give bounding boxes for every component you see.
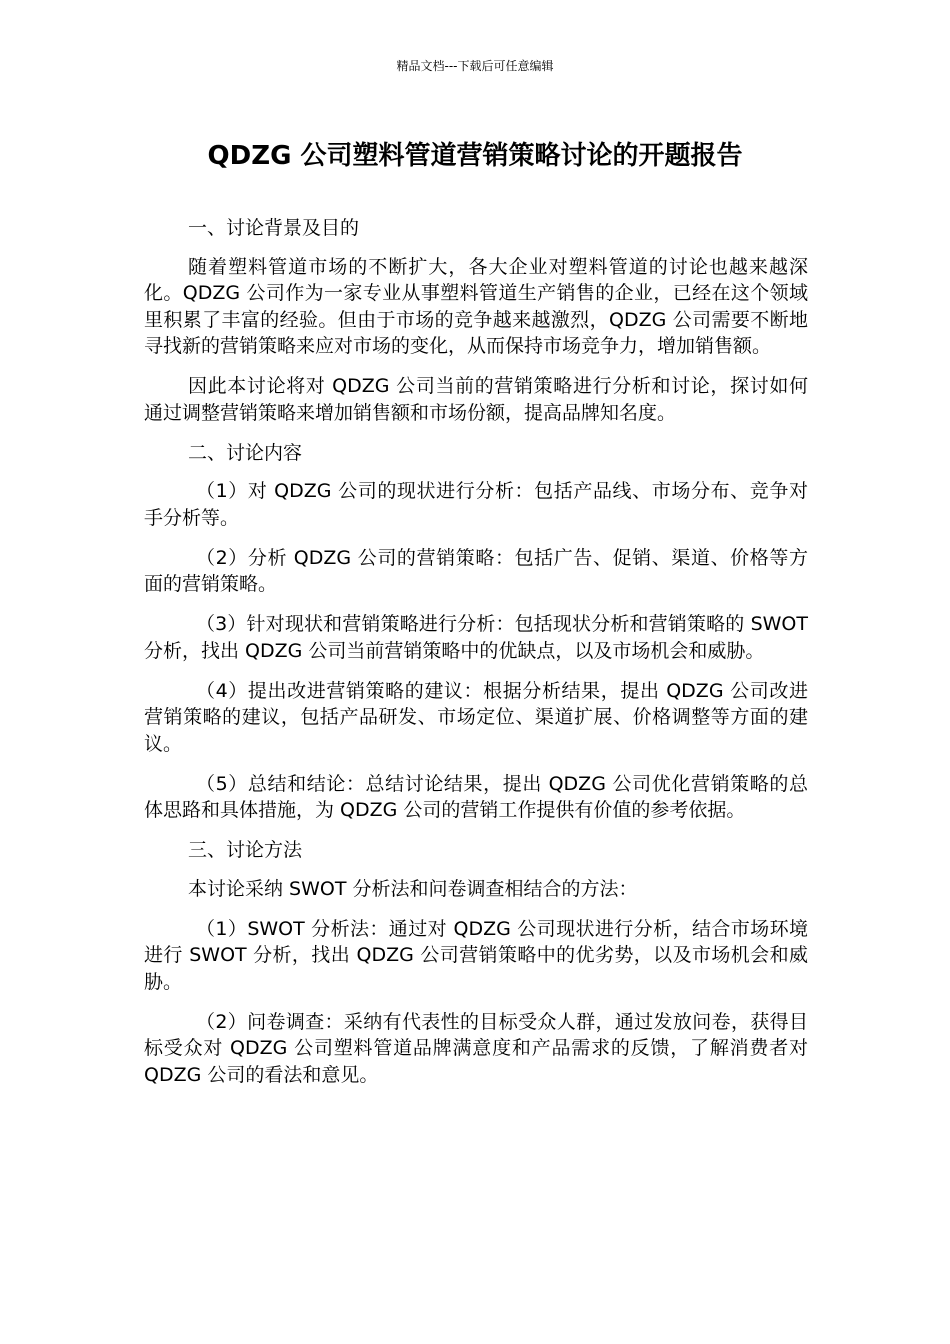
content-item-5: （5）总结和结论：总结讨论结果，提出 QDZG 公司优化营销策略的总体思路和具体措施，为 QDZG 公司的营销工作提供有价值的参考依据。: [144, 772, 808, 821]
document-title: QDZG 公司塑料管道营销策略讨论的开题报告: [207, 141, 743, 171]
method-item-2: （2）问卷调查：采纳有代表性的目标受众人群，通过发放问卷，获得目标受众对 QDZG 公司塑料管道品牌满意度和产品需求的反馈，了解消费者对 QDZG 公司的看法和意见。: [144, 1010, 808, 1086]
content-item-4: （4）提出改进营销策略的建议：根据分析结果，提出 QDZG 公司改进营销策略的建议，包括产品研发、市场定位、渠道扩展、价格调整等方面的建议。: [144, 679, 808, 755]
paragraph-background: 随着塑料管道市场的不断扩大，各大企业对塑料管道的讨论也越来越深化。QDZG 公司作为一家专业从事塑料管道生产销售的企业，已经在这个领域里积累了丰富的经验。但由于市场的竞争越来越激烈，QDZG 公司需要不断地寻找新的营销策略来应对市场的变化，从而保持市场竞争力，增加销售额。: [144, 255, 808, 357]
content-item-1: （1）对 QDZG 公司的现状进行分析：包括产品线、市场分布、竞争对手分析等。: [144, 480, 808, 529]
section-heading-content: 二、讨论内容: [188, 441, 303, 464]
section-heading-background: 一、讨论背景及目的: [188, 217, 360, 239]
header-note: 精品文档---下载后可任意编辑: [396, 59, 554, 73]
document-body: [144, 215, 808, 1102]
section-heading-method: 三、讨论方法: [188, 839, 303, 861]
method-intro: 本讨论采纳 SWOT 分析法和问卷调查相结合的方法：: [188, 877, 638, 900]
paragraph-purpose: 因此本讨论将对 QDZG 公司当前的营销策略进行分析和讨论，探讨如何通过调整营销策略来增加销售额和市场份额，提高品牌知名度。: [144, 375, 808, 424]
content-item-3: （3）针对现状和营销策略进行分析：包括现状分析和营销策略的 SWOT 分析，找出 QDZG 公司当前营销策略中的优缺点，以及市场机会和威胁。: [144, 613, 808, 662]
method-item-1: （1）SWOT 分析法：通过对 QDZG 公司现状进行分析，结合市场环境进行 SWOT 分析，找出 QDZG 公司营销策略中的优劣势，以及市场机会和威胁。: [144, 917, 808, 993]
content-item-2: （2）分析 QDZG 公司的营销策略：包括广告、促销、渠道、价格等方面的营销策略。: [144, 546, 808, 595]
